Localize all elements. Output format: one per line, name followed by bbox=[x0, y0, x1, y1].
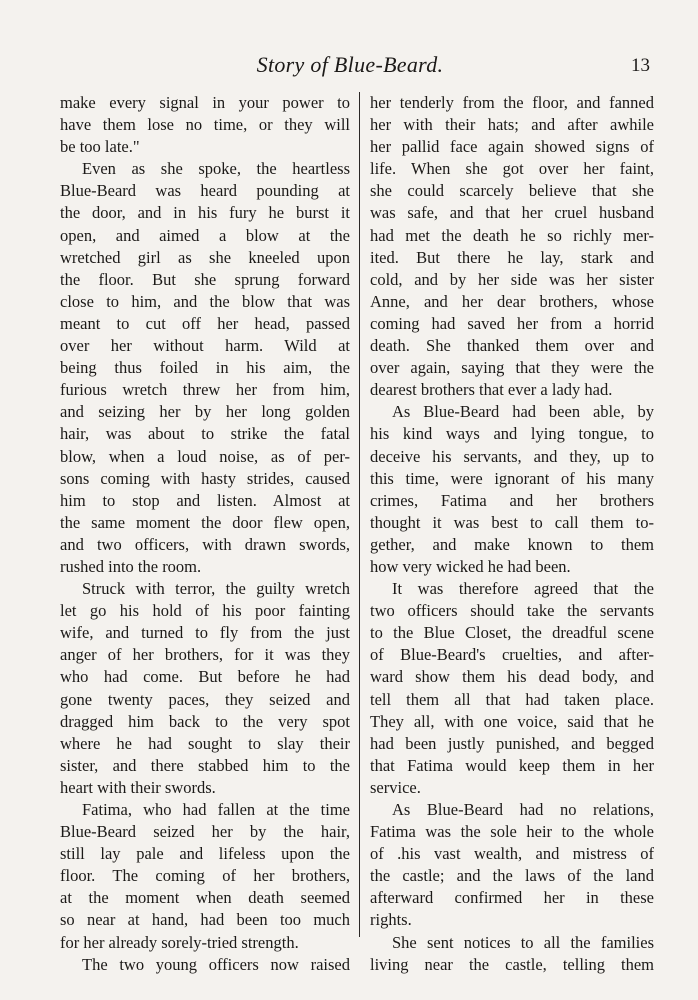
text-line: meant to cut off her head, passed bbox=[60, 313, 350, 333]
page-number: 13 bbox=[631, 55, 650, 76]
text-line: service. bbox=[370, 777, 421, 797]
text-line: her tenderly from the floor, and fanned bbox=[370, 93, 654, 112]
text-line: the same moment the door flew open, bbox=[60, 512, 350, 532]
right-text-column bbox=[370, 92, 654, 976]
text-line: floor. The coming of her brothers, bbox=[60, 866, 350, 886]
text-line: As Blue-Beard had no relations, bbox=[392, 800, 654, 819]
text-line: wife, and turned to fly from the just bbox=[60, 623, 350, 643]
text-line: for her already sorely-tried strength. bbox=[60, 932, 299, 952]
text-line: ited. But there he lay, stark and bbox=[370, 247, 654, 267]
text-line: rights. bbox=[370, 910, 412, 930]
text-line: the floor. But she sprung forward bbox=[60, 269, 350, 289]
text-line: being thus foiled in his aim, the bbox=[60, 358, 350, 378]
text-line: open, and aimed a blow at the bbox=[60, 225, 350, 245]
text-line: over her without harm. Wild at bbox=[60, 336, 350, 356]
text-line: living near the castle, telling them bbox=[370, 954, 654, 974]
text-line: the castle; and the laws of the land bbox=[370, 866, 654, 886]
running-title: Story of Blue-Beard. bbox=[256, 52, 444, 77]
text-line: cold, and by her side was her sister bbox=[370, 269, 654, 289]
text-line: afterward confirmed her in these bbox=[370, 888, 654, 908]
text-line: and seizing her by her long golden bbox=[60, 402, 350, 422]
text-line: Struck with terror, the guilty wretch bbox=[82, 579, 350, 599]
text-line: ward show them his dead body, and bbox=[370, 667, 654, 687]
text-line: crimes, Fatima and her brothers bbox=[370, 490, 654, 510]
text-line: her pallid face again showed signs of bbox=[370, 137, 654, 157]
text-line: They all, with one voice, said that he bbox=[370, 711, 654, 731]
text-line: so near at hand, had been too much bbox=[60, 910, 350, 930]
text-line: hair, was about to strike the fatal bbox=[60, 424, 350, 444]
text-line: to the Blue Closet, the dreadful scene bbox=[370, 623, 654, 643]
text-line: had been justly punished, and begged bbox=[370, 733, 654, 753]
text-line: she could scarcely believe that she bbox=[370, 181, 654, 201]
text-line: Anne, and her dear brothers, whose bbox=[370, 291, 654, 311]
text-line: sister, and there stabbed him to the bbox=[60, 755, 350, 775]
text-line: tell them all that had taken place. bbox=[370, 689, 654, 709]
text-line: It was therefore agreed that the bbox=[392, 579, 654, 599]
text-line: life. When she got over her faint, bbox=[370, 159, 654, 179]
text-line: this time, were ignorant of his many bbox=[370, 468, 654, 488]
text-line: furious wretch threw her from him, bbox=[60, 380, 350, 400]
text-line: the door, and in his fury he burst it bbox=[60, 203, 350, 223]
text-line: be too late." bbox=[60, 137, 140, 157]
text-line: how very wicked he had been. bbox=[370, 556, 571, 576]
text-line: close to him, and the blow that was bbox=[60, 291, 350, 311]
text-line: sons coming with hasty strides, caused bbox=[60, 468, 350, 488]
text-line: gone twenty paces, they seized and bbox=[60, 689, 350, 709]
text-line: dearest brothers that ever a lady had. bbox=[370, 380, 613, 400]
text-line: The two young officers now raised bbox=[82, 954, 350, 974]
column-divider bbox=[359, 92, 360, 937]
text-line: As Blue-Beard had been able, by bbox=[392, 402, 654, 422]
text-line: thought it was best to call them to- bbox=[370, 512, 654, 532]
text-line: where he had sought to slay their bbox=[60, 733, 350, 753]
text-line: wretched girl as she kneeled upon bbox=[60, 247, 350, 267]
text-line: deceive his servants, and they, up to bbox=[370, 446, 654, 466]
text-line: Blue-Beard seized her by the hair, bbox=[60, 822, 350, 842]
text-line: death. She thanked them over and bbox=[370, 336, 654, 356]
text-line: Fatima was the sole heir to the whole bbox=[370, 822, 654, 842]
text-line: Even as she spoke, the heartless bbox=[82, 159, 350, 179]
text-line: Blue-Beard was heard pounding at bbox=[60, 181, 350, 201]
text-line: and two officers, with drawn swords, bbox=[60, 534, 350, 554]
text-line: anger of her brothers, for it was they bbox=[60, 645, 350, 665]
text-line: gether, and make known to them bbox=[370, 534, 654, 554]
text-line: his kind ways and lying tongue, to bbox=[370, 424, 654, 444]
text-line: She sent notices to all the families bbox=[392, 932, 654, 952]
text-line: who had come. But before he had bbox=[60, 667, 350, 687]
text-line: dragged him back to the very spot bbox=[60, 711, 350, 731]
text-line: of Blue-Beard's cruelties, and after- bbox=[370, 645, 654, 665]
text-line: Fatima, who had fallen at the time bbox=[82, 800, 350, 819]
page-header bbox=[0, 52, 698, 82]
text-line: two officers should take the servants bbox=[370, 601, 654, 621]
text-line: that Fatima would keep them in her bbox=[370, 755, 654, 775]
text-line: let go his hold of his poor fainting bbox=[60, 601, 350, 621]
text-line: of .his vast wealth, and mistress of bbox=[370, 844, 654, 864]
text-line: heart with their swords. bbox=[60, 777, 216, 797]
text-line: still lay pale and lifeless upon the bbox=[60, 844, 350, 864]
text-line: make every signal in your power to bbox=[60, 93, 350, 112]
text-line: had met the death he so richly mer- bbox=[370, 225, 654, 245]
text-line: was safe, and that her cruel husband bbox=[370, 203, 654, 223]
text-line: have them lose no time, or they will bbox=[60, 115, 350, 135]
text-line: over again, saying that they were the bbox=[370, 358, 654, 378]
text-line: her with their hats; and after awhile bbox=[370, 115, 654, 135]
text-line: blow, when a loud noise, as of per- bbox=[60, 446, 350, 466]
text-line: him to stop and listen. Almost at bbox=[60, 490, 350, 510]
text-line: coming had saved her from a horrid bbox=[370, 313, 654, 333]
left-text-column bbox=[60, 92, 350, 976]
text-line: at the moment when death seemed bbox=[60, 888, 350, 908]
text-line: rushed into the room. bbox=[60, 556, 202, 576]
